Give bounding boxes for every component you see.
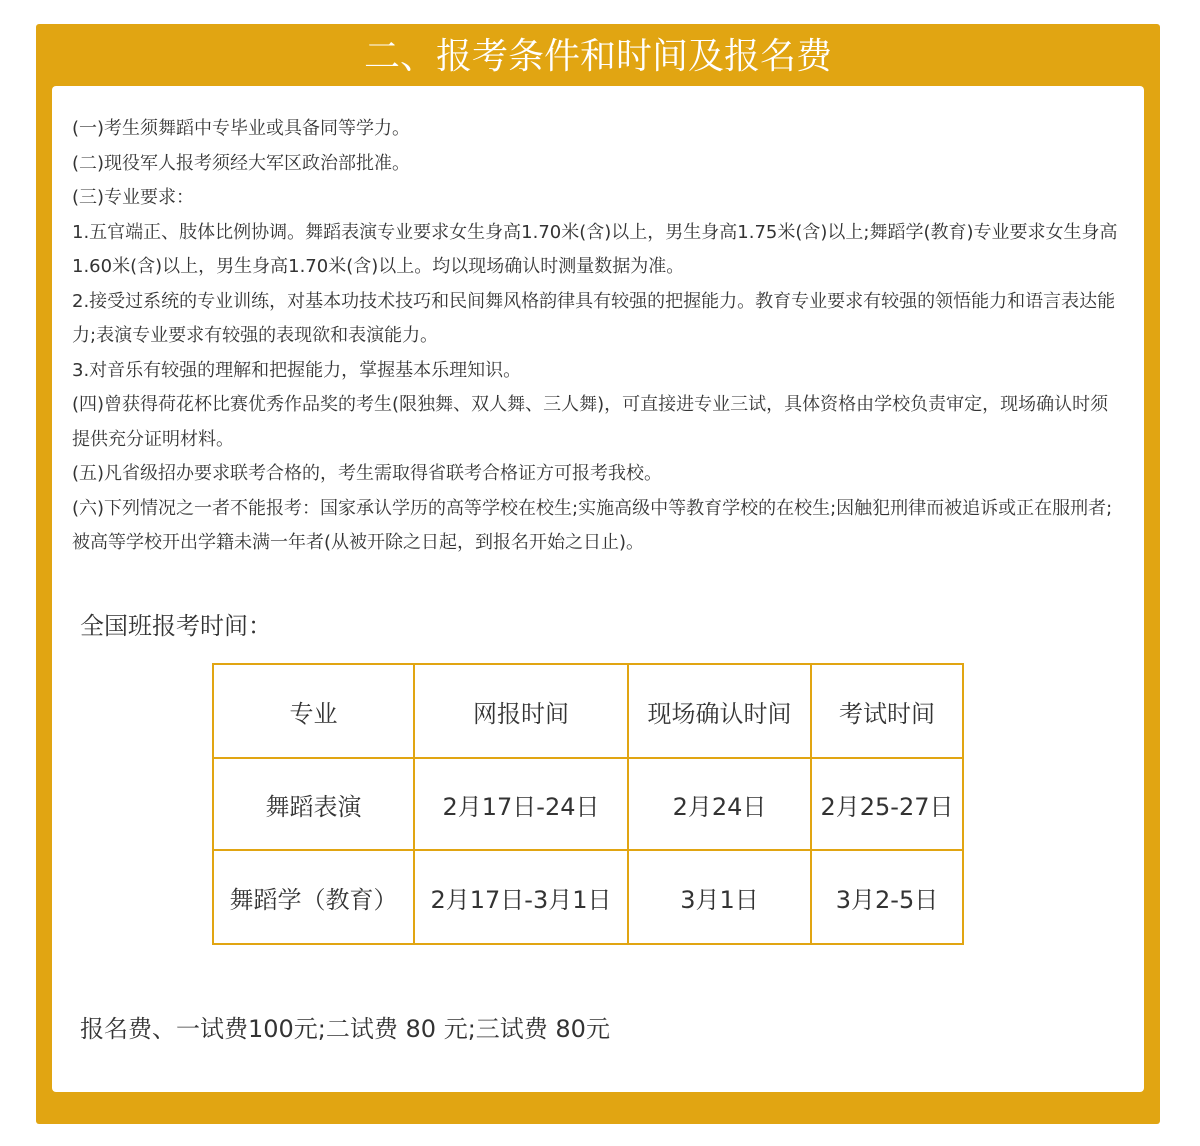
header-major: 专业	[213, 664, 414, 758]
cell-onsite-confirmation: 3月1日	[628, 850, 811, 944]
cell-onsite-confirmation: 2月24日	[628, 758, 811, 850]
requirement-3: (三)专业要求：	[72, 187, 195, 208]
requirement-5: (五)凡省级招办要求联考合格的，考生需取得省联考合格证方可报考我校。	[72, 463, 663, 484]
header-online-registration: 网报时间	[414, 664, 628, 758]
table-row	[213, 850, 963, 944]
cell-exam-time: 3月2-5日	[811, 850, 963, 944]
content-panel	[52, 86, 1144, 1092]
fees-text: 报名费、一试费100元;二试费 80 元;三试费 80元	[80, 1015, 610, 1043]
section-frame	[36, 24, 1160, 1124]
cell-major: 舞蹈表演	[213, 758, 414, 850]
header-onsite-confirmation: 现场确认时间	[628, 664, 811, 758]
requirement-3-1: 1.五官端正、肢体比例协调。舞蹈表演专业要求女生身高1.70米(含)以上，男生身高1.75米(含)以上;舞蹈学(教育)专业要求女生身高1.60米(含)以上，男生身高1.70米(含)以上。均以现场确认时测量数据为准。	[72, 221, 1118, 277]
requirement-6: (六)下列情况之一者不能报考：国家承认学历的高等学校在校生;实施高级中等教育学校的在校生;因触犯刑律而被追诉或正在服刑者;被高等学校开出学籍未满一年者(从被开除之日起，到报名开始之日止)。	[72, 497, 1113, 553]
section-title: 二、报考条件和时间及报名费	[363, 36, 832, 77]
schedule-title: 全国班报考时间：	[80, 612, 272, 640]
header-exam-time: 考试时间	[811, 664, 963, 758]
requirements-text	[72, 112, 1124, 561]
requirement-3-2: 2.接受过系统的专业训练，对基本功技术技巧和民间舞风格韵律具有较强的把握能力。教育专业要求有较强的领悟能力和语言表达能力;表演专业要求有较强的表现欲和表演能力。	[72, 290, 1116, 346]
requirement-1: (一)考生须舞蹈中专毕业或具备同等学力。	[72, 118, 411, 139]
table-row	[213, 758, 963, 850]
cell-online-registration: 2月17日-24日	[414, 758, 628, 850]
cell-major: 舞蹈学（教育）	[213, 850, 414, 944]
requirement-3-3: 3.对音乐有较强的理解和把握能力，掌握基本乐理知识。	[72, 359, 522, 381]
requirement-2: (二)现役军人报考须经大军区政治部批准。	[72, 152, 411, 174]
cell-exam-time: 2月25-27日	[811, 758, 963, 850]
table-header-row	[213, 664, 963, 758]
requirement-4: (四)曾获得荷花杯比赛优秀作品奖的考生(限独舞、双人舞、三人舞)，可直接进专业三试，具体资格由学校负责审定，现场确认时须提供充分证明材料。	[72, 394, 1109, 450]
schedule-table	[212, 663, 964, 945]
cell-online-registration: 2月17日-3月1日	[414, 850, 628, 944]
